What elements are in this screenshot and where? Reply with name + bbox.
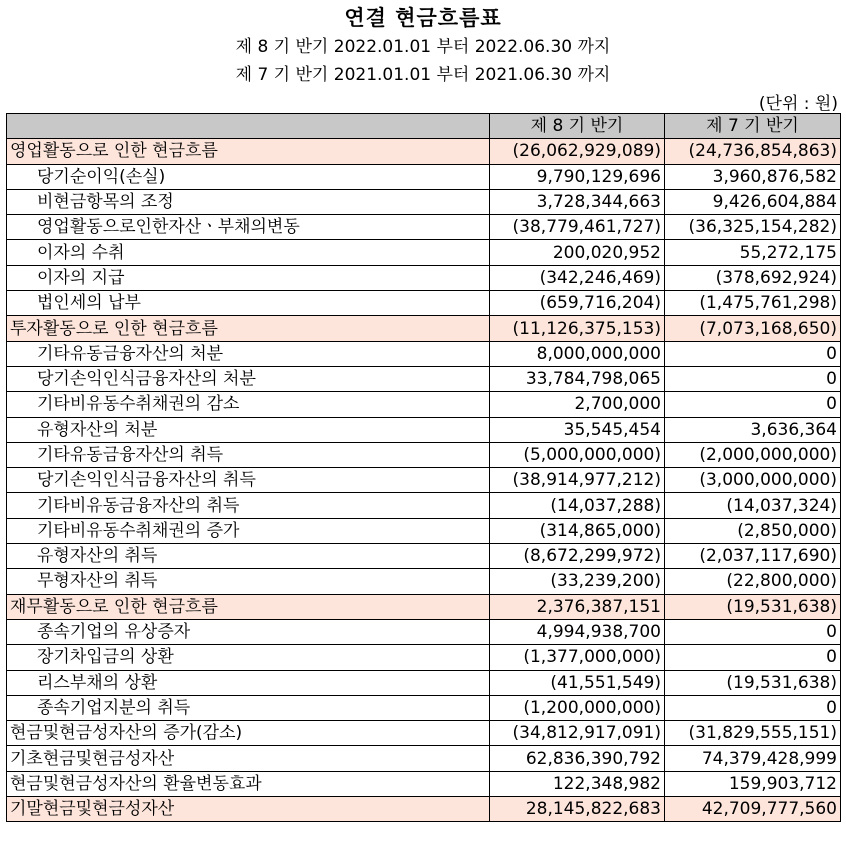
- table-row: [7, 189, 841, 214]
- row-label: 당기손익인식금융자산의 처분: [7, 366, 490, 391]
- row-label: 재무활동으로 인한 현금흐름: [7, 594, 490, 619]
- unit-label: (단위 : 원): [758, 94, 838, 114]
- row-prior-value: (22,800,000): [665, 569, 841, 594]
- row-prior-value: (24,736,854,863): [665, 139, 841, 164]
- row-label: 기초현금및현금성자산: [7, 746, 490, 771]
- table-row: [7, 316, 841, 341]
- header-blank-cell: [7, 114, 490, 139]
- row-prior-value: (19,531,638): [665, 594, 841, 619]
- row-prior-value: 0: [665, 366, 841, 391]
- row-label: 기말현금및현금성자산: [7, 797, 490, 822]
- row-prior-value: (2,000,000,000): [665, 442, 841, 467]
- row-current-value: (26,062,929,089): [490, 139, 665, 164]
- row-current-value: (33,239,200): [490, 569, 665, 594]
- row-label: 현금및현금성자산의 증가(감소): [7, 721, 490, 746]
- row-current-value: (1,377,000,000): [490, 645, 665, 670]
- row-prior-value: 55,272,175: [665, 240, 841, 265]
- table-row: [7, 746, 841, 771]
- row-label: 장기차입금의 상환: [7, 645, 490, 670]
- table-row: [7, 468, 841, 493]
- table-row: [7, 544, 841, 569]
- row-current-value: (8,672,299,972): [490, 544, 665, 569]
- table-row: [7, 493, 841, 518]
- row-label: 비현금항목의 조정: [7, 189, 490, 214]
- row-label: 당기손익인식금융자산의 취득: [7, 468, 490, 493]
- row-prior-value: 0: [665, 695, 841, 720]
- table-row: [7, 215, 841, 240]
- row-label: 영업활동으로 인한 현금흐름: [7, 139, 490, 164]
- row-prior-value: (19,531,638): [665, 670, 841, 695]
- row-current-value: 8,000,000,000: [490, 341, 665, 366]
- row-label: 법인세의 납부: [7, 291, 490, 316]
- table-row: [7, 569, 841, 594]
- table-row: [7, 594, 841, 619]
- row-prior-value: (1,475,761,298): [665, 291, 841, 316]
- table-row: [7, 670, 841, 695]
- table-row: [7, 366, 841, 391]
- row-label: 기타유동금융자산의 처분: [7, 341, 490, 366]
- row-label: 기타비유동금융자산의 취득: [7, 493, 490, 518]
- row-current-value: (38,779,461,727): [490, 215, 665, 240]
- row-current-value: 2,700,000: [490, 392, 665, 417]
- table-row: [7, 392, 841, 417]
- row-prior-value: 74,379,428,999: [665, 746, 841, 771]
- table-header-row: [7, 114, 841, 139]
- cash-flow-table: [6, 113, 841, 822]
- table-row: [7, 771, 841, 796]
- row-prior-value: (2,037,117,690): [665, 544, 841, 569]
- row-label: 이자의 수취: [7, 240, 490, 265]
- row-prior-value: (36,325,154,282): [665, 215, 841, 240]
- row-current-value: (314,865,000): [490, 518, 665, 543]
- row-current-value: 200,020,952: [490, 240, 665, 265]
- row-prior-value: 9,426,604,884: [665, 189, 841, 214]
- row-label: 종속기업지분의 취득: [7, 695, 490, 720]
- header-prior-period: 제 7 기 반기: [665, 114, 841, 139]
- row-prior-value: (14,037,324): [665, 493, 841, 518]
- row-current-value: (342,246,469): [490, 265, 665, 290]
- row-prior-value: (3,000,000,000): [665, 468, 841, 493]
- row-prior-value: (378,692,924): [665, 265, 841, 290]
- row-prior-value: 0: [665, 341, 841, 366]
- row-current-value: (41,551,549): [490, 670, 665, 695]
- table-row: [7, 164, 841, 189]
- table-row: [7, 721, 841, 746]
- row-label: 리스부채의 상환: [7, 670, 490, 695]
- row-current-value: 9,790,129,696: [490, 164, 665, 189]
- table-row: [7, 139, 841, 164]
- row-label: 기타비유동수취채권의 감소: [7, 392, 490, 417]
- row-current-value: (38,914,977,212): [490, 468, 665, 493]
- row-prior-value: (7,073,168,650): [665, 316, 841, 341]
- row-prior-value: 42,709,777,560: [665, 797, 841, 822]
- row-label: 기타비유동수취채권의 증가: [7, 518, 490, 543]
- row-current-value: 28,145,822,683: [490, 797, 665, 822]
- row-prior-value: 3,960,876,582: [665, 164, 841, 189]
- row-current-value: 122,348,982: [490, 771, 665, 796]
- row-label: 무형자산의 취득: [7, 569, 490, 594]
- row-label: 영업활동으로인한자산ㆍ부채의변동: [7, 215, 490, 240]
- row-label: 이자의 지급: [7, 265, 490, 290]
- row-current-value: (1,200,000,000): [490, 695, 665, 720]
- row-current-value: 62,836,390,792: [490, 746, 665, 771]
- row-current-value: 3,728,344,663: [490, 189, 665, 214]
- row-current-value: 33,784,798,065: [490, 366, 665, 391]
- row-prior-value: 0: [665, 619, 841, 644]
- row-label: 현금및현금성자산의 환율변동효과: [7, 771, 490, 796]
- row-label: 유형자산의 취득: [7, 544, 490, 569]
- row-prior-value: (2,850,000): [665, 518, 841, 543]
- row-current-value: (659,716,204): [490, 291, 665, 316]
- statement-title: 연결 현금흐름표: [344, 6, 502, 30]
- row-prior-value: (31,829,555,151): [665, 721, 841, 746]
- row-current-value: 4,994,938,700: [490, 619, 665, 644]
- row-current-value: (34,812,917,091): [490, 721, 665, 746]
- row-prior-value: 0: [665, 392, 841, 417]
- table-row: [7, 417, 841, 442]
- row-prior-value: 0: [665, 645, 841, 670]
- row-current-value: 35,545,454: [490, 417, 665, 442]
- period-current: 제 8 기 반기 2022.01.01 부터 2022.06.30 까지: [235, 37, 611, 57]
- table-row: [7, 240, 841, 265]
- row-current-value: 2,376,387,151: [490, 594, 665, 619]
- row-prior-value: 3,636,364: [665, 417, 841, 442]
- row-label: 종속기업의 유상증자: [7, 619, 490, 644]
- row-label: 당기순이익(손실): [7, 164, 490, 189]
- table-row: [7, 291, 841, 316]
- table-row: [7, 518, 841, 543]
- row-label: 기타유동금융자산의 취득: [7, 442, 490, 467]
- row-current-value: (11,126,375,153): [490, 316, 665, 341]
- row-label: 유형자산의 처분: [7, 417, 490, 442]
- period-prior: 제 7 기 반기 2021.01.01 부터 2021.06.30 까지: [235, 65, 611, 85]
- table-row: [7, 645, 841, 670]
- row-label: 투자활동으로 인한 현금흐름: [7, 316, 490, 341]
- row-current-value: (14,037,288): [490, 493, 665, 518]
- table-row: [7, 797, 841, 822]
- row-current-value: (5,000,000,000): [490, 442, 665, 467]
- header-current-period: 제 8 기 반기: [490, 114, 665, 139]
- table-row: [7, 695, 841, 720]
- row-prior-value: 159,903,712: [665, 771, 841, 796]
- table-row: [7, 619, 841, 644]
- table-row: [7, 442, 841, 467]
- table-row: [7, 341, 841, 366]
- table-row: [7, 265, 841, 290]
